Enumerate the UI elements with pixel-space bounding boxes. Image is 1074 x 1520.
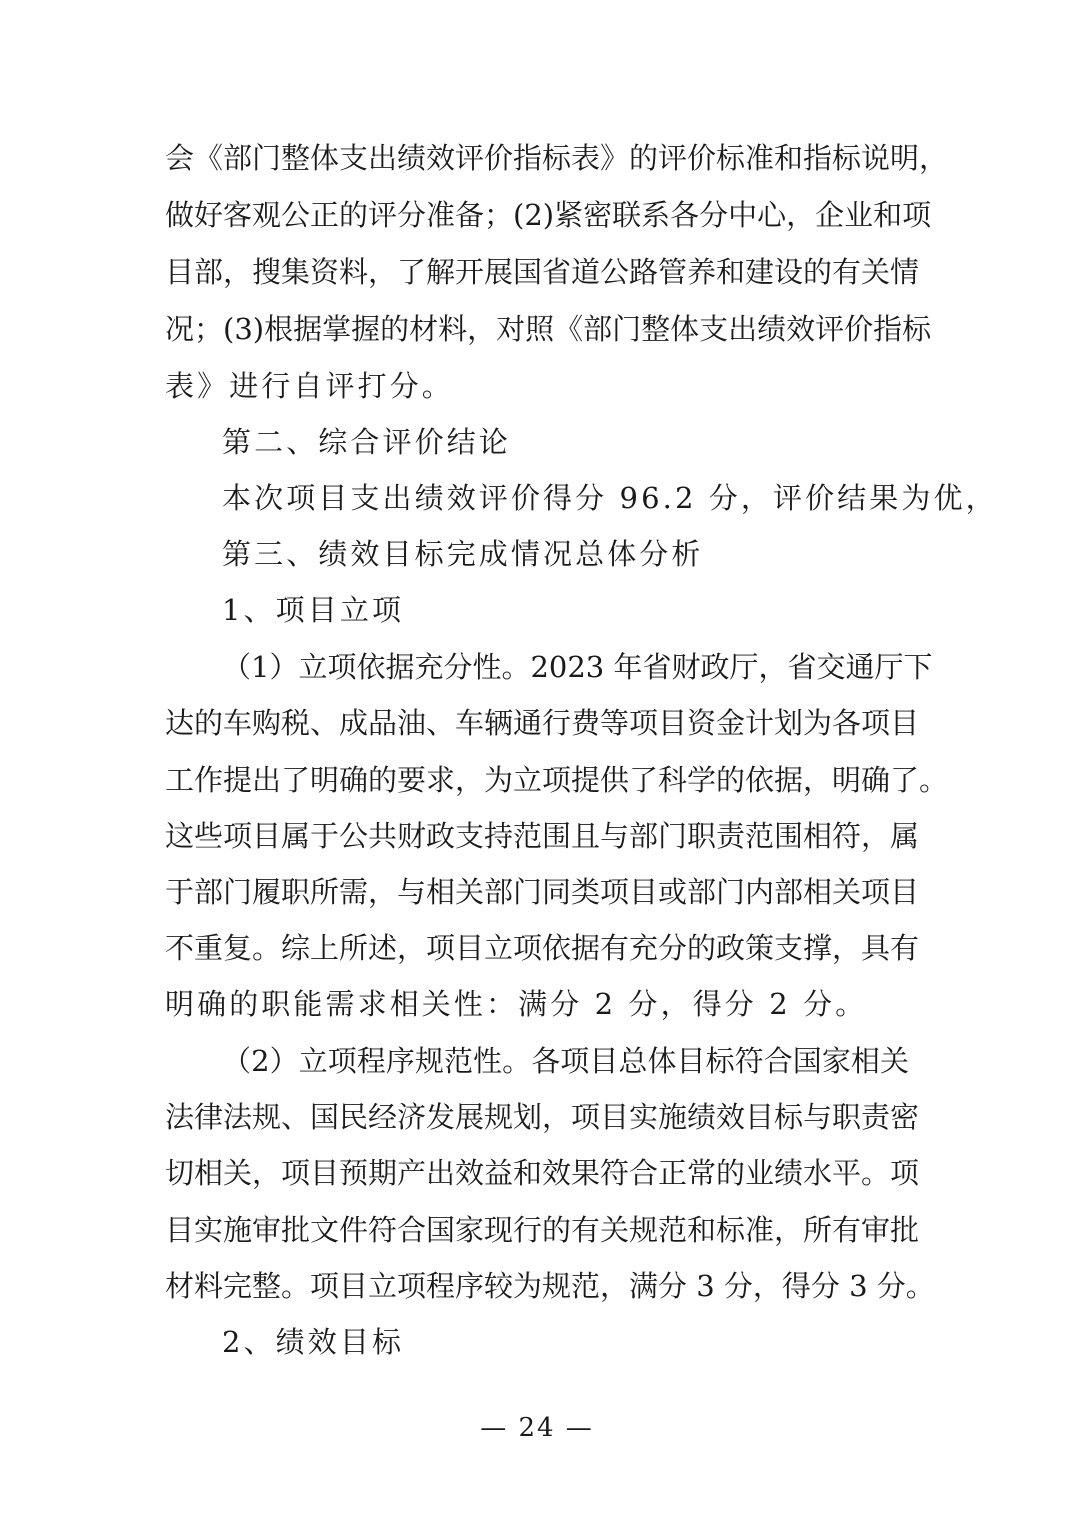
body-line: 目部，搜集资料，了解开展国省道公路管养和建设的有关情 — [165, 255, 920, 289]
body-line: 会《部门整体支出绩效评价指标表》的评价标准和指标说明， — [165, 141, 949, 175]
body-line: 不重复。综上所述，项目立项依据有充分的政策支撑，具有 — [165, 931, 920, 965]
subsection-heading: 2、绩效目标 — [222, 1325, 405, 1359]
body-line: 做好客观公正的评分准备；(2)紧密联系各分中心，企业和项 — [165, 198, 932, 232]
body-line: 法律法规、国民经济发展规划，项目实施绩效目标与职责密 — [165, 1100, 920, 1134]
body-line: 明确的职能需求相关性：满分 2 分，得分 2 分。 — [165, 987, 868, 1021]
body-line: （2）立项程序规范性。各项目总体目标符合国家相关 — [222, 1044, 909, 1078]
body-line: 于部门履职所需，与相关部门同类项目或部门内部相关项目 — [165, 875, 920, 909]
body-line: 本次项目支出绩效评价得分 96.2 分，评价结果为优， — [222, 481, 998, 515]
body-line: 切相关，项目预期产出效益和效果符合正常的业绩水平。项 — [165, 1156, 920, 1190]
section-heading: 第三、绩效目标完成情况总体分析 — [222, 537, 704, 571]
page-number: — 24 — — [480, 1413, 594, 1443]
subsection-heading: 1、项目立项 — [222, 593, 405, 627]
body-line: 况；(3)根据掌握的材料，对照《部门整体支出绩效评价指标 — [165, 312, 932, 346]
body-line: 工作提出了明确的要求，为立项提供了科学的依据，明确了。 — [165, 763, 949, 797]
body-line: 达的车购税、成品油、车辆通行费等项目资金计划为各项目 — [165, 706, 920, 740]
body-line: 表》进行自评打分。 — [165, 369, 454, 403]
section-heading: 第二、综合评价结论 — [222, 425, 511, 459]
body-line: 这些项目属于公共财政支持范围且与部门职责范围相符，属 — [165, 819, 920, 853]
body-line: 材料完整。项目立项程序较为规范，满分 3 分，得分 3 分。 — [165, 1269, 935, 1303]
body-line: 目实施审批文件符合国家现行的有关规范和标准，所有审批 — [165, 1213, 920, 1247]
body-line: （1）立项依据充分性。2023 年省财政厅，省交通厅下 — [222, 650, 933, 684]
